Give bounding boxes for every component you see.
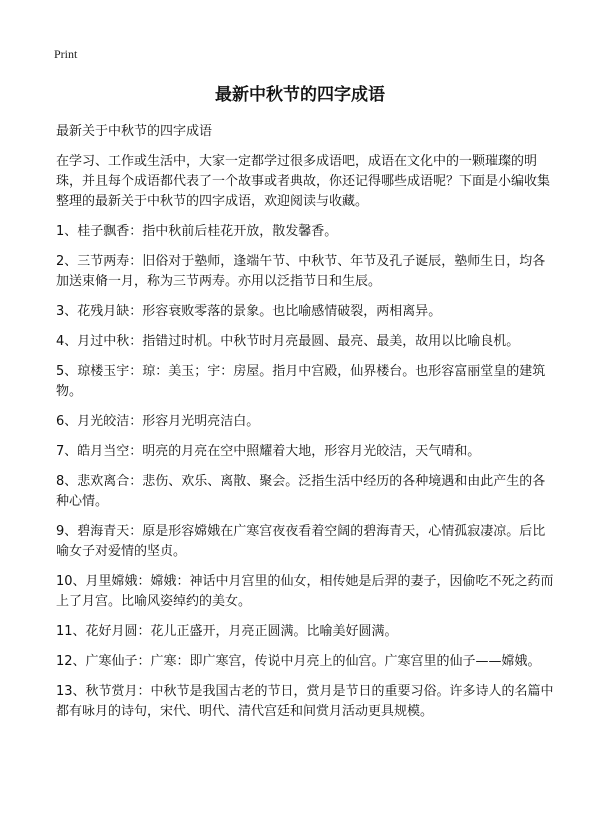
document-subtitle: 最新关于中秋节的四字成语 [56, 124, 213, 139]
idiom-item-4: 4、月过中秋：指错过时机。中秋节时月亮最圆、最亮、最美，故用以比喻良机。 [56, 334, 520, 349]
idiom-item-1: 1、桂子飘香：指中秋前后桂花开放，散发馨香。 [56, 224, 338, 239]
idiom-item-8: 8、悲欢离合：悲伤、欢乐、离散、聚会。泛指生活中经历的各种境遇和由此产生的各种心情。 [56, 474, 546, 509]
idiom-item-7: 7、皓月当空：明亮的月亮在空中照耀着大地，形容月光皎洁，天气晴和。 [56, 444, 481, 459]
print-label: Print [54, 47, 78, 61]
document-body [56, 122, 554, 732]
idiom-item-10: 10、月里嫦娥：嫦娥：神话中月宫里的仙女，相传她是后羿的妻子，因偷吃不死之药而上了月宫。比喻风姿绰约的美女。 [56, 574, 554, 609]
idiom-item-11: 11、花好月圆：花儿正盛开，月亮正圆满。比喻美好圆满。 [56, 624, 398, 639]
idiom-item-6: 6、月光皎洁：形容月光明亮洁白。 [56, 414, 260, 429]
idiom-item-13: 13、秋节赏月：中秋节是我国古老的节日，赏月是节日的重要习俗。许多诗人的名篇中都有咏月的诗句，宋代、明代、清代宫廷和间赏月活动更具规模。 [56, 684, 554, 719]
idiom-item-12: 12、广寒仙子：广寒：即广寒宫，传说中月亮上的仙宫。广寒宫里的仙子——嫦娥。 [56, 654, 541, 669]
intro-paragraph: 在学习、工作或生活中，大家一定都学过很多成语吧，成语在文化中的一颗璀璨的明珠，并且每个成语都代表了一个故事或者典故，你还记得哪些成语呢？下面是小编收集整理的最新关于中秋节的四字成语，欢迎阅读与收藏。 [56, 154, 551, 209]
idiom-item-5: 5、琼楼玉宇：琼：美玉；宇：房屋。指月中宫殿，仙界楼台。也形容富丽堂皇的建筑物。 [56, 364, 546, 399]
idiom-item-3: 3、花残月缺：形容衰败零落的景象。也比喻感情破裂，两相离异。 [56, 304, 442, 319]
idiom-item-9: 9、碧海青天：原是形容嫦娥在广寒宫夜夜看着空阔的碧海青天，心情孤寂凄凉。后比喻女子对爱情的坚贞。 [56, 524, 546, 559]
idiom-item-2: 2、三节两寿：旧俗对于塾师，逢端午节、中秋节、年节及孔子诞辰，塾师生日，均各加送束脩一月，称为三节两寿。亦用以泛指节日和生辰。 [56, 254, 546, 289]
page-title: 最新中秋节的四字成语 [215, 85, 385, 105]
